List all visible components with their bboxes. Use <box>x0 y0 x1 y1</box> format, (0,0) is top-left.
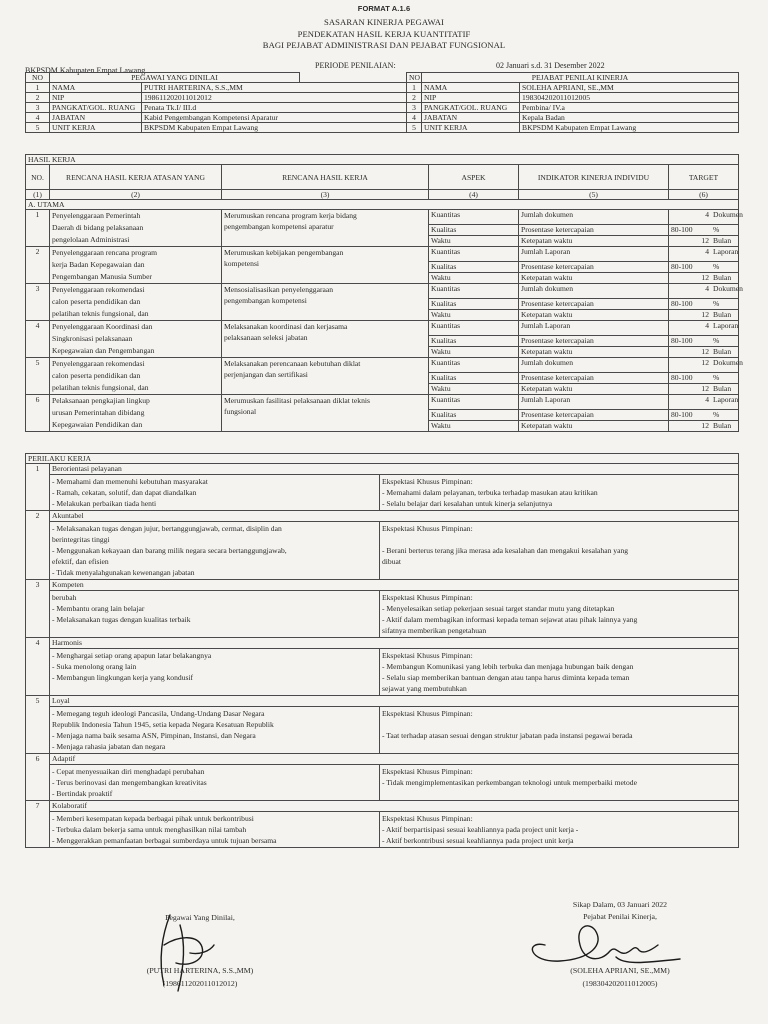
perilaku-title-label: Kolaboratif <box>50 801 738 812</box>
left-sign-nip: (198611202011012012) <box>162 979 238 988</box>
perilaku-right <box>380 765 738 800</box>
rencana-line: kompetensi <box>224 259 260 268</box>
hasil-rencana-cell <box>222 210 429 247</box>
indikator-cell: Jumlah Laporan <box>519 395 669 410</box>
hasil-row-no: 2 <box>26 247 50 284</box>
perilaku-row <box>26 464 739 511</box>
identity-table: NO PEGAWAI YANG DINILAI NO PEJABAT PENILAI KINERJA 1 NAMA PUTRI HARTERINA, S.S.,MM 1 NAMA SOLEHA APRIANI, SE.,MM 2 NIP 198611202011012012 2 NIP 198304202011012005 3 PANGKAT/GOL. RUANG Penata Tk.I/ III.d 3 PANGKAT/GOL. RUANG Pembina/ IV.a 4 JABATAN Kabid Pengembangan Kompetensi Aparatur 4 JABATAN Kepala Badan 5 UNIT KERJA BKPSDM Kabupaten Empat Lawang 5 UNIT KERJA BKPSDM Kabupaten Empat Lawang <box>25 72 739 133</box>
hasil-row-no: 6 <box>26 395 50 432</box>
perilaku-left-line: - Cepat menyesuaikan diri menghadapi perubahan <box>52 767 205 776</box>
rencana-line: Merumuskan rencana program kerja bidang <box>224 211 357 220</box>
left-nama: PUTRI HARTERINA, S.S.,MM <box>142 83 407 93</box>
perilaku-right <box>380 812 738 847</box>
rencana-line: pengembangan kompetensi aparatur <box>224 222 334 231</box>
perilaku-content <box>50 801 739 848</box>
perilaku-right-line: Ekspektasi Khusus Pimpinan: <box>382 593 473 602</box>
target-cell <box>669 262 739 273</box>
perilaku-left-line: - Menjaga nama baik sesama ASN, Pimpinan, Instansi, dan Negara <box>52 731 256 740</box>
perilaku-title-label: Adaptif <box>50 754 738 765</box>
perilaku-content <box>50 696 739 754</box>
field-nip-right: NIP <box>422 93 520 103</box>
perilaku-right-line: sejawat yang membutuhkan <box>382 684 467 693</box>
perilaku-no: 6 <box>26 754 50 801</box>
aspek-cell: Kualitas <box>429 336 519 347</box>
hasil-row-no: 4 <box>26 321 50 358</box>
perilaku-left-line: - Membantu orang lain belajar <box>52 604 145 613</box>
perilaku-title-label: Berorientasi pelayanan <box>50 464 738 475</box>
perilaku-row <box>26 638 739 696</box>
perilaku-right-line: - Tidak mengimplementasikan perkembangan teknologi untuk memperbaiki metode <box>382 778 637 787</box>
rencana-line: pelaksanaan seleksi jabatan <box>224 333 308 342</box>
indikator-cell: Ketepatan waktu <box>519 347 669 358</box>
indikator-cell: Ketepatan waktu <box>519 421 669 432</box>
target-number: 80-100 <box>671 410 693 419</box>
rencana-line: Merumuskan fasilitasi pelaksanaan diklat teknis <box>224 396 370 405</box>
hasil-atasan-cell <box>50 321 222 358</box>
target-number: 80-100 <box>671 336 693 345</box>
perilaku-columns <box>50 649 738 695</box>
atasan-line: pelatihan teknis fungsional, dan <box>52 309 149 318</box>
perilaku-left-line: - Memahami dan memenuhi kebutuhan masyarakat <box>52 477 208 486</box>
target-cell <box>669 310 739 321</box>
target-number: 80-100 <box>671 262 693 271</box>
target-cell <box>669 210 743 225</box>
perilaku-no: 4 <box>26 638 50 696</box>
perilaku-columns <box>50 591 738 637</box>
target-number: 12 <box>701 310 709 319</box>
atasan-line: Penyelenggaraan rencana program <box>52 248 157 257</box>
right-nama: SOLEHA APRIANI, SE.,MM <box>520 83 739 93</box>
doc-subtitle-2: BAGI PEJABAT ADMINISTRASI DAN PEJABAT FUNGSIONAL <box>262 40 506 50</box>
field-unit-right: UNIT KERJA <box>422 123 520 133</box>
perilaku-row <box>26 754 739 801</box>
target-number: 4 <box>705 247 709 256</box>
perilaku-right-line: - Taat terhadap atasan sesuai dengan struktur jabatan pada instansi pegawai berada <box>382 731 633 740</box>
indikator-cell: Ketepatan waktu <box>519 310 669 321</box>
left-nip: 198611202011012012 <box>142 93 407 103</box>
left-jabatan: Kabid Pengembangan Kompetensi Aparatur <box>142 113 407 123</box>
perilaku-left-line: - Melaksanakan tugas dengan jujur, bertanggungjawab, cermat, disiplin dan <box>52 524 282 533</box>
perilaku-left-line: berubah <box>52 593 77 602</box>
field-jabatan-right: JABATAN <box>422 113 520 123</box>
perilaku-right-line: Ekspektasi Khusus Pimpinan: <box>382 709 473 718</box>
right-pangkat: Pembina/ IV.a <box>520 103 739 113</box>
perilaku-content <box>50 638 739 696</box>
target-cell <box>669 373 739 384</box>
aspek-cell: Kualitas <box>429 262 519 273</box>
hasil-rencana-cell <box>222 247 429 284</box>
atasan-line: Kepegawaian dan Pengembangan <box>52 346 155 355</box>
target-number: 4 <box>705 321 709 330</box>
right-sign-role: Pejabat Penilai Kinerja, <box>583 912 657 921</box>
target-number: 12 <box>701 358 709 367</box>
field-jabatan: JABATAN <box>50 113 142 123</box>
hasil-rencana-cell <box>222 284 429 321</box>
aspek-cell: Waktu <box>429 236 519 247</box>
target-cell <box>669 347 739 358</box>
atasan-line: Penyelenggaraan rekomendasi <box>52 359 145 368</box>
perilaku-no: 2 <box>26 511 50 580</box>
aspek-cell: Kuantitas <box>429 395 519 410</box>
perilaku-left-line: - Ramah, cekatan, solutif, dan dapat diandalkan <box>52 488 197 497</box>
perilaku-left <box>50 812 380 847</box>
target-unit: Laporan <box>713 247 739 256</box>
id-left-title-cont <box>300 73 407 83</box>
right-nip: 198304202011012005 <box>520 93 739 103</box>
perilaku-left-line: - Bertindak proaktif <box>52 789 113 798</box>
aspek-cell: Waktu <box>429 273 519 284</box>
col-num-6: (6) <box>669 190 739 200</box>
perilaku-right-line: - Aktif dalam membagikan informasi kepada teman sejawat atau pihak lainnya yang <box>382 615 638 624</box>
perilaku-left-line: - Menggerakkan pemanfaatan berbagai sumberdaya untuk tujuan bersama <box>52 836 277 845</box>
atasan-line: pelatihan teknis fungsional, dan <box>52 383 149 392</box>
doc-title: SASARAN KINERJA PEGAWAI <box>323 17 445 27</box>
atasan-line: Pengembangan Manusia Sumber <box>52 272 152 281</box>
col-num-4: (4) <box>429 190 519 200</box>
col-rencana: RENCANA HASIL KERJA <box>222 165 429 190</box>
hasil-rencana-cell <box>222 395 429 432</box>
hasil-row <box>26 395 739 410</box>
aspek-cell: Kualitas <box>429 299 519 310</box>
aspek-cell: Kuantitas <box>429 284 519 299</box>
perilaku-right-line: - Berani berterus terang jika merasa ada kesalahan dan mengakui kesalahan yang <box>382 546 629 555</box>
agency-name: BKPSDM Kabupaten Empat Lawang <box>25 66 146 75</box>
atasan-line: Penyelenggaraan Koordinasi dan <box>52 322 153 331</box>
perilaku-right <box>380 475 738 510</box>
atasan-line: urusan Pemerintahan dibidang <box>52 408 145 417</box>
right-sign-place-date: Sikap Dalam, 03 Januari 2022 <box>572 900 668 909</box>
target-unit: % <box>713 336 720 345</box>
format-code: FORMAT A.1.6 <box>357 4 411 13</box>
field-nip: NIP <box>50 93 142 103</box>
hasil-row <box>26 321 739 336</box>
perilaku-left <box>50 765 380 800</box>
perilaku-content <box>50 464 739 511</box>
perilaku-no: 1 <box>26 464 50 511</box>
rencana-line: pengembangan kompetensi <box>224 296 307 305</box>
perilaku-right-line: dibuat <box>382 557 401 566</box>
hasil-atasan-cell <box>50 358 222 395</box>
target-unit: Dokumen <box>713 210 743 219</box>
doc-subtitle: PENDEKATAN HASIL KERJA KUANTITATIF <box>297 29 471 39</box>
hasil-kerja-table <box>25 154 743 432</box>
perilaku-left-line: - Menggunakan kekayaan dan barang milik negara secara bertanggungjawab, <box>52 546 287 555</box>
target-cell <box>669 321 739 336</box>
target-number: 12 <box>701 384 709 393</box>
target-unit: Bulan <box>713 273 732 282</box>
indikator-cell: Ketepatan waktu <box>519 236 669 247</box>
rencana-line: Melaksanakan koordinasi dan kerjasama <box>224 322 348 331</box>
target-unit: Bulan <box>713 421 732 430</box>
target-unit: Bulan <box>713 236 732 245</box>
perilaku-left <box>50 475 380 510</box>
perilaku-left <box>50 649 380 695</box>
aspek-cell: Waktu <box>429 310 519 321</box>
perilaku-title-label: Loyal <box>50 696 738 707</box>
atasan-line: kerja Badan Kepegawaian dan <box>52 260 145 269</box>
target-number: 4 <box>705 210 709 219</box>
target-number: 80-100 <box>671 225 693 234</box>
perilaku-left-line: - Suka menolong orang lain <box>52 662 137 671</box>
col-num-2: (2) <box>50 190 222 200</box>
perilaku-row <box>26 696 739 754</box>
id-right-title: PEJABAT PENILAI KINERJA <box>422 73 739 83</box>
atasan-line: pengelolaan Administrasi <box>52 235 130 244</box>
perilaku-no: 7 <box>26 801 50 848</box>
target-number: 4 <box>705 395 709 404</box>
indikator-cell: Ketepatan waktu <box>519 384 669 395</box>
id-no-header-right: NO <box>407 73 422 83</box>
hasil-atasan-cell <box>50 395 222 432</box>
field-pangkat-right: PANGKAT/GOL. RUANG <box>422 103 520 113</box>
perilaku-right-line: - Selalu siap memberikan bantuan dengan atau tanpa harus diminta kepada teman <box>382 673 630 682</box>
id-left-title: PEGAWAI YANG DINILAI <box>50 73 300 83</box>
target-unit: Bulan <box>713 310 732 319</box>
rencana-line: Mensosialisasikan penyelenggaraan <box>224 285 334 294</box>
hasil-row-no: 3 <box>26 284 50 321</box>
right-unit: BKPSDM Kabupaten Empat Lawang <box>520 123 739 133</box>
atasan-line: Kepegawaian Pendidikan dan <box>52 420 143 429</box>
col-aspek: ASPEK <box>429 165 519 190</box>
field-pangkat: PANGKAT/GOL. RUANG <box>50 103 142 113</box>
atasan-line: Singkronisasi pelaksanaan <box>52 334 133 343</box>
perilaku-right-line: - Memahami dalam pelayanan, terbuka terhadap masukan atau kritikan <box>382 488 598 497</box>
indikator-cell: Ketepatan waktu <box>519 273 669 284</box>
perilaku-columns <box>50 707 738 753</box>
target-cell <box>669 421 739 432</box>
hasil-row-no: 5 <box>26 358 50 395</box>
hasil-rencana-cell <box>222 358 429 395</box>
perilaku-title: PERILAKU KERJA <box>26 454 739 464</box>
perilaku-row <box>26 580 739 638</box>
perilaku-content <box>50 580 739 638</box>
hasil-row <box>26 284 739 299</box>
indikator-cell: Prosentase ketercapaian <box>519 410 669 421</box>
target-unit: % <box>713 373 720 382</box>
target-number: 12 <box>701 273 709 282</box>
col-no: NO. <box>26 165 50 190</box>
period-value: 02 Januari s.d. 31 Desember 2022 <box>496 61 605 70</box>
col-indikator: INDIKATOR KINERJA INDIVIDU <box>519 165 669 190</box>
field-unit: UNIT KERJA <box>50 123 142 133</box>
perilaku-no: 5 <box>26 696 50 754</box>
perilaku-row <box>26 511 739 580</box>
perilaku-content <box>50 511 739 580</box>
right-sign-name: (SOLEHA APRIANI, SE.,MM) <box>570 966 670 975</box>
aspek-cell: Kualitas <box>429 225 519 236</box>
target-number: 12 <box>701 421 709 430</box>
target-number: 80-100 <box>671 373 693 382</box>
perilaku-left <box>50 522 380 579</box>
target-cell <box>669 299 739 310</box>
rencana-line: Merumuskan kebijakan pengembangan <box>224 248 344 257</box>
aspek-cell: Kuantitas <box>429 321 519 336</box>
indikator-cell: Prosentase ketercapaian <box>519 262 669 273</box>
target-cell <box>669 225 739 236</box>
aspek-cell: Waktu <box>429 347 519 358</box>
aspek-cell: Kuantitas <box>429 247 519 262</box>
perilaku-right-line: - Menyelesaikan setiap pekerjaan sesuai target standar mutu yang ditetapkan <box>382 604 615 613</box>
perilaku-title-label: Akuntabel <box>50 511 738 522</box>
indikator-cell: Prosentase ketercapaian <box>519 336 669 347</box>
perilaku-left-line: - Melakukan perbaikan tiada henti <box>52 499 157 508</box>
right-signature <box>520 915 690 970</box>
hasil-title: HASIL KERJA <box>26 155 739 165</box>
atasan-line: Pelaksanaan pengkajian lingkup <box>52 396 150 405</box>
target-unit: Laporan <box>713 321 739 330</box>
perilaku-left-line: - Terbuka dalam bekerja sama untuk menghasilkan nilai tambah <box>52 825 247 834</box>
perilaku-right-line <box>382 534 736 545</box>
perilaku-right <box>380 591 738 637</box>
target-number: 4 <box>705 284 709 293</box>
rencana-line: perjenjangan dan sertifikasi <box>224 370 308 379</box>
perilaku-left-line: - Menjaga rahasia jabatan dan negara <box>52 742 166 751</box>
perilaku-left-line: - Terus berinovasi dan mengembangkan kreativitas <box>52 778 207 787</box>
hasil-atasan-cell <box>50 210 222 247</box>
perilaku-left-line: - Tidak menyalahgunakan kewenangan jabatan <box>52 568 195 577</box>
perilaku-right-line: Ekspektasi Khusus Pimpinan: <box>382 814 473 823</box>
target-number: 12 <box>701 236 709 245</box>
hasil-row <box>26 210 739 225</box>
target-unit: % <box>713 299 720 308</box>
target-unit: Laporan <box>713 395 739 404</box>
target-number: 80-100 <box>671 299 693 308</box>
indikator-cell: Jumlah dokumen <box>519 210 669 225</box>
hasil-row <box>26 247 739 262</box>
col-target: TARGET <box>669 165 739 190</box>
target-cell <box>669 410 739 421</box>
perilaku-kerja-table <box>25 453 739 848</box>
perilaku-right-line: Ekspektasi Khusus Pimpinan: <box>382 477 473 486</box>
perilaku-left <box>50 707 380 753</box>
perilaku-right <box>380 707 738 753</box>
perilaku-right-line: - Aktif berkontribusi sesuai keahliannya pada project unit kerja <box>382 836 574 845</box>
aspek-cell: Kuantitas <box>429 358 519 373</box>
indikator-cell: Jumlah Laporan <box>519 247 669 262</box>
perilaku-left-line: - Melaksanakan tugas dengan kualitas terbaik <box>52 615 191 624</box>
aspek-cell: Waktu <box>429 384 519 395</box>
right-jabatan: Kepala Badan <box>520 113 739 123</box>
target-cell <box>669 384 739 395</box>
perilaku-left-line: - Memegang teguh ideologi Pancasila, Undang-Undang Dasar Negara <box>52 709 265 718</box>
left-sign-role: Pegawai Yang Dinilai, <box>165 913 235 922</box>
perilaku-content <box>50 754 739 801</box>
perilaku-right-line <box>382 719 736 730</box>
atasan-line: calon peserta pendidikan dan <box>52 297 141 306</box>
perilaku-columns <box>50 475 738 510</box>
col-atasan: RENCANA HASIL KERJA ATASAN YANG <box>50 165 222 190</box>
id-no-header: NO <box>26 73 50 83</box>
left-unit: BKPSDM Kabupaten Empat Lawang <box>142 123 407 133</box>
target-cell <box>669 247 739 262</box>
target-unit: % <box>713 262 720 271</box>
indikator-cell: Jumlah dokumen <box>519 358 669 373</box>
perilaku-right-line: Ekspektasi Khusus Pimpinan: <box>382 767 473 776</box>
target-cell <box>669 236 739 247</box>
perilaku-left <box>50 591 380 637</box>
perilaku-no: 3 <box>26 580 50 638</box>
perilaku-left-line: - Memberi kesempatan kepada berbagai pihak untuk berkontribusi <box>52 814 254 823</box>
perilaku-title-label: Harmonis <box>50 638 738 649</box>
field-nama-right: NAMA <box>422 83 520 93</box>
perilaku-row <box>26 801 739 848</box>
perilaku-right-line: - Membangun Komunikasi yang lebih terbuka dan menjaga hubungan baik dengan <box>382 662 634 671</box>
target-unit: % <box>713 410 720 419</box>
hasil-row-no: 1 <box>26 210 50 247</box>
period-label: PERIODE PENILAIAN: <box>315 61 396 70</box>
right-sign-nip: (198304202011012005) <box>582 979 658 988</box>
target-unit: Dokumen <box>713 358 743 367</box>
perilaku-right-line: sifatnya memberikan pengetahuan <box>382 626 487 635</box>
perilaku-left-line: efektif, dan efisien <box>52 557 109 566</box>
perilaku-right-line: - Aktif berpartisipasi sesuai keahliannya pada project unit kerja - <box>382 825 579 834</box>
hasil-row <box>26 358 739 373</box>
aspek-cell: Kualitas <box>429 410 519 421</box>
target-cell <box>669 395 739 410</box>
hasil-rencana-cell <box>222 321 429 358</box>
target-cell <box>669 273 739 284</box>
target-number: 12 <box>701 347 709 356</box>
hasil-atasan-cell <box>50 247 222 284</box>
perilaku-right-line: Ekspektasi Khusus Pimpinan: <box>382 651 473 660</box>
perilaku-left-line: - Menghargai setiap orang apapun latar belakangnya <box>52 651 212 660</box>
perilaku-right <box>380 522 738 579</box>
target-unit: Bulan <box>713 347 732 356</box>
perilaku-right-line: Ekspektasi Khusus Pimpinan: <box>382 524 473 533</box>
indikator-cell: Jumlah dokumen <box>519 284 669 299</box>
perilaku-left-line: - Membangun lingkungan kerja yang kondusif <box>52 673 194 682</box>
field-nama: NAMA <box>50 83 142 93</box>
indikator-cell: Prosentase ketercapaian <box>519 299 669 310</box>
col-num-1: (1) <box>26 190 50 200</box>
perilaku-left-line: berintegritas tinggi <box>52 535 110 544</box>
hasil-atasan-cell <box>50 284 222 321</box>
col-num-3: (3) <box>222 190 429 200</box>
utama-label: A. UTAMA <box>26 200 739 210</box>
target-cell <box>669 284 743 299</box>
atasan-line: calon peserta pendidikan dan <box>52 371 141 380</box>
rencana-line: fungsional <box>224 407 257 416</box>
perilaku-right-line: - Selalu belajar dari kesalahan untuk kinerja selanjutnya <box>382 499 553 508</box>
atasan-line: Daerah di bidang pelaksanaan <box>52 223 144 232</box>
perilaku-right <box>380 649 738 695</box>
indikator-cell: Prosentase ketercapaian <box>519 225 669 236</box>
left-sign-name: (PUTRI HARTERINA, S.S.,MM) <box>146 966 254 975</box>
target-unit: Dokumen <box>713 284 743 293</box>
atasan-line: Penyelenggaraan rekomendasi <box>52 285 145 294</box>
perilaku-columns <box>50 812 738 847</box>
indikator-cell: Prosentase ketercapaian <box>519 373 669 384</box>
target-cell <box>669 358 743 373</box>
target-cell <box>669 336 739 347</box>
perilaku-columns <box>50 522 738 579</box>
left-pangkat: Penata Tk.I/ III.d <box>142 103 407 113</box>
target-unit: % <box>713 225 720 234</box>
perilaku-title-label: Kompeten <box>50 580 738 591</box>
indikator-cell: Jumlah Laporan <box>519 321 669 336</box>
left-signature <box>140 905 220 995</box>
aspek-cell: Kualitas <box>429 373 519 384</box>
col-num-5: (5) <box>519 190 669 200</box>
target-unit: Bulan <box>713 384 732 393</box>
rencana-line: Melaksanakan perencanaan kebutuhan diklat <box>224 359 361 368</box>
atasan-line: Penyelenggaraan Pemerintah <box>52 211 141 220</box>
aspek-cell: Waktu <box>429 421 519 432</box>
perilaku-left-line: Republik Indonesia Tahun 1945, setia kepada Negara Kesatuan Republik <box>52 720 274 729</box>
perilaku-columns <box>50 765 738 800</box>
aspek-cell: Kuantitas <box>429 210 519 225</box>
